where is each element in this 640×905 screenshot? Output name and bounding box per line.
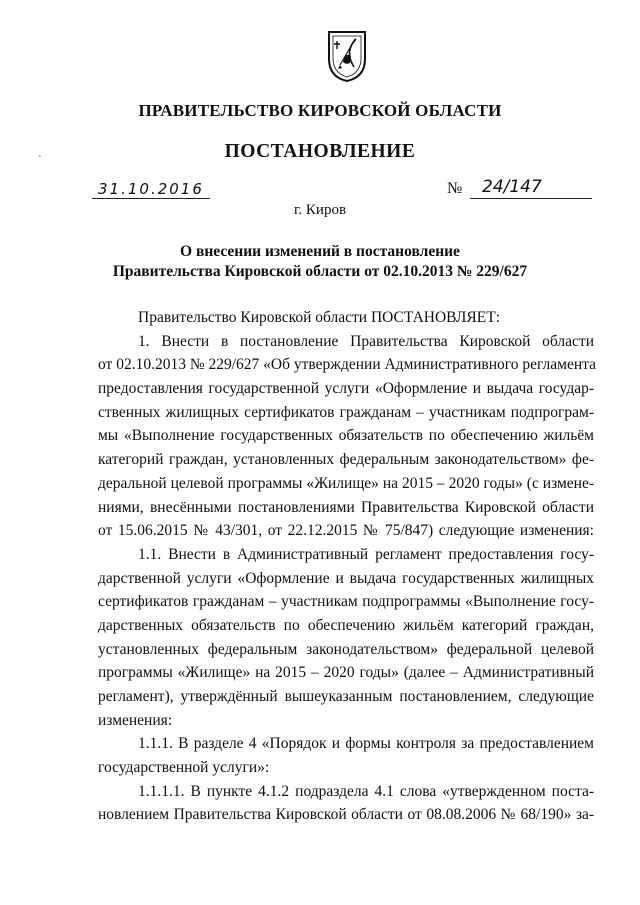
title-line: О внесении изменений в постановление (180, 243, 460, 260)
body-line: 1. Внести в постановление Правительства Кировской области (138, 332, 594, 350)
body-line: Правительство Кировской области ПОСТАНОВЛЯЕТ: (138, 309, 501, 326)
body-line: от 02.10.2013 № 229/627 «Об утверждении Административного регламента (98, 356, 596, 374)
body-line: 1.1.1.1. В пункте 4.1.2 подраздела 4.1 слова «утвержденном поста- (138, 782, 594, 800)
body-line: установленных федеральным законодательством» федеральной целевой (98, 640, 594, 658)
document-date: 31.10.2016 (92, 180, 210, 199)
body-line: мы «Выполнение государственных обязательств по обеспечению жильём (98, 427, 594, 445)
body-line: сертификатов гражданам – участникам подпрограммы «Выполнение госу- (98, 593, 594, 611)
body-line: 1.1. Внести в Административный регламент предоставления госу- (138, 545, 594, 563)
body-line: ниями, внесёнными постановлениями Правительства Кировской области (98, 498, 594, 516)
body-line: регламент), утверждённый вышеуказанным постановлением, следующие (98, 688, 594, 705)
body-line: деральной целевой программы «Жилище» на 2015 – 2020 годы» (с измене- (98, 474, 594, 492)
margin-mark: ` (38, 154, 42, 166)
body-line: дарственных обязательств по обеспечению жильём категорий граждан, (98, 616, 594, 634)
body-line: предоставления государственной услуги «Оформление и выдача государ- (98, 380, 594, 398)
government-name: ПРАВИТЕЛЬСТВО КИРОВСКОЙ ОБЛАСТИ (138, 101, 502, 120)
body-line: 1.1.1. В разделе 4 «Порядок и формы контроля за предоставлением (138, 735, 594, 753)
body-line: категорий граждан, установленных федеральным законодательством» фе- (98, 451, 594, 469)
body-line: от 15.06.2015 № 43/301, от 22.12.2015 № 75/847) следующие изменения: (98, 522, 594, 540)
document-title (0, 242, 640, 282)
title-line: Правительства Кировской области от 02.10.2013 № 229/627 (112, 263, 528, 280)
body-line: ственных жилищных сертификатов гражданам – участникам подпрограм- (98, 403, 594, 421)
body-line: дарственной услуги «Оформление и выдача государственных жилищных (98, 569, 594, 587)
document-body (98, 306, 594, 827)
document-type: ПОСТАНОВЛЕНИЕ (224, 141, 416, 162)
city: г. Киров (293, 202, 347, 218)
body-line: государственной услуги»: (98, 759, 270, 777)
body-line: новлением Правительства Кировской области от 08.08.2006 № 68/190» за- (98, 806, 594, 824)
document-number: 24/147 (470, 176, 592, 199)
body-line: изменения: (98, 711, 173, 729)
number-label: № (447, 180, 463, 197)
body-line: программы «Жилище» на 2015 – 2020 годы» (далее – Административный (98, 664, 594, 682)
coat-of-arms-icon (326, 27, 368, 83)
